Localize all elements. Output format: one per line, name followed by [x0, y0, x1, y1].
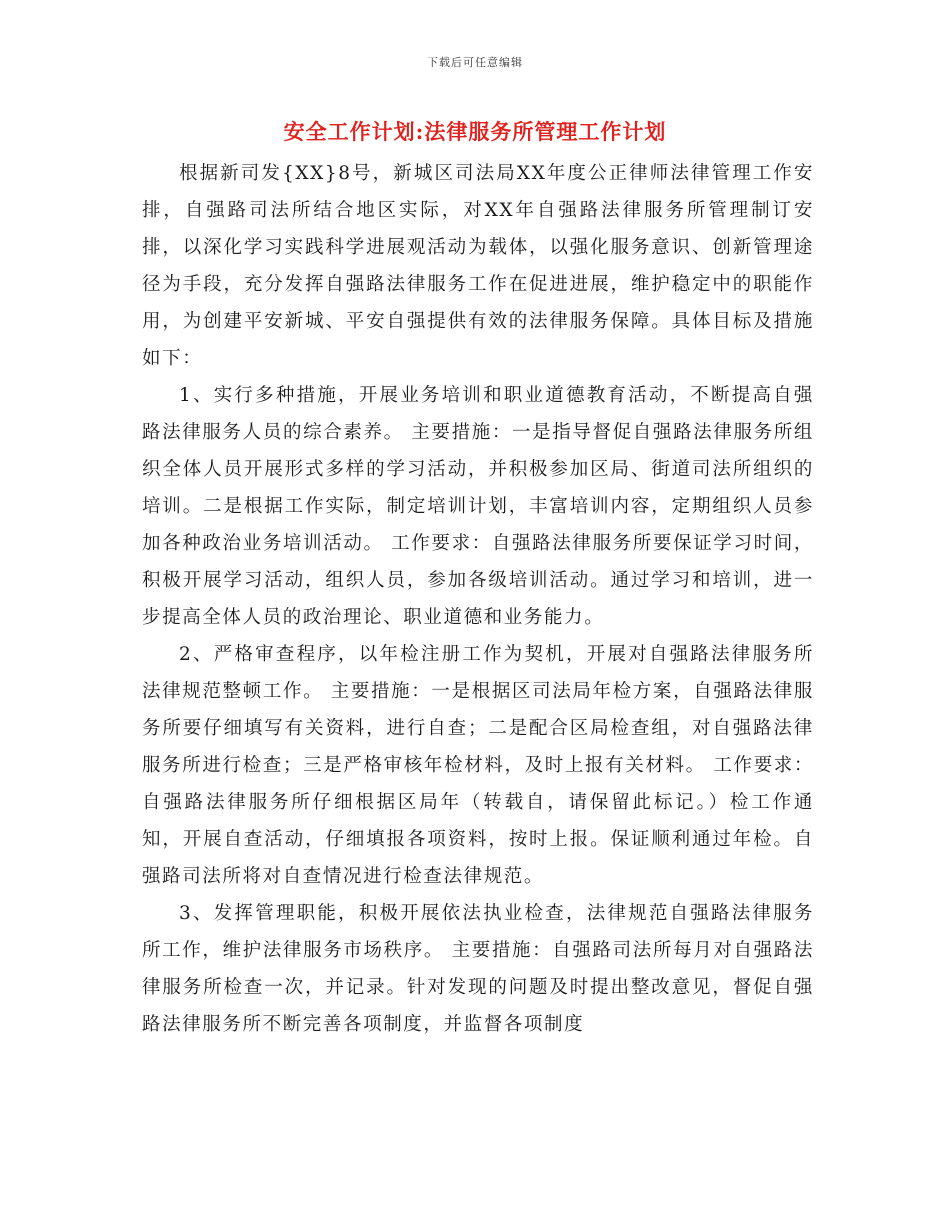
document-title: 安全工作计划:法律服务所管理工作计划 — [283, 119, 667, 144]
paragraph-item-1: 1、实行多种措施，开展业务培训和职业道德教育活动，不断提高自强路法律服务人员的综合素养。 主要措施：一是指导督促自强路法律服务所组织全体人员开展形式多样的学习活动，并积极参加区局、街道司法所组织的培训。二是根据工作实际，制定培训计划，丰富培训内容，定期组织人员参加各种政治业务培训活动。 工作要求：自强路法律服务所要保证学习时间，积极开展学习活动，组织人员，参加各级培训活动。通过学习和培训，进一步提高全体人员的政治理论、职业道德和业务能力。 — [142, 385, 814, 628]
paragraph-intro: 根据新司发{XX}8号，新城区司法局XX年度公正律师法律管理工作安排，自强路司法所结合地区实际，对XX年自强路法律服务所管理制订安排，以深化学习实践科学进展观活动为载体，以强化服务意识、创新管理途径为手段，充分发挥自强路法律服务工作在促进进展，维护稳定中的职能作用，为创建平安新城、平安自强提供有效的法律服务保障。具体目标及措施如下： — [142, 163, 814, 369]
paragraph-item-2: 2、严格审查程序，以年检注册工作为契机，开展对自强路法律服务所法律规范整顿工作。 主要措施：一是根据区司法局年检方案，自强路法律服务所要仔细填写有关资料，进行自查；二是配合区局检查组，对自强路法律服务所进行检查；三是严格审核年检材料，及时上报有关材料。 工作要求：自强路法律服务所仔细根据区局年（转载自，请保留此标记。）检工作通知，开展自查活动，仔细填报各项资料，按时上报。保证顺利通过年检。自强路司法所将对自查情况进行检查法律规范。 — [142, 644, 814, 887]
document-body — [142, 155, 814, 1043]
paragraph-item-3: 3、发挥管理职能，积极开展依法执业检查，法律规范自强路法律服务所工作，维护法律服务市场秩序。 主要措施：自强路司法所每月对自强路法律服务所检查一次，并记录。针对发现的问题及时提出整改意见，督促自强路法律服务所不断完善各项制度，并监督各项制度 — [142, 903, 814, 1035]
header-note: 下载后可任意编辑 — [427, 56, 523, 69]
